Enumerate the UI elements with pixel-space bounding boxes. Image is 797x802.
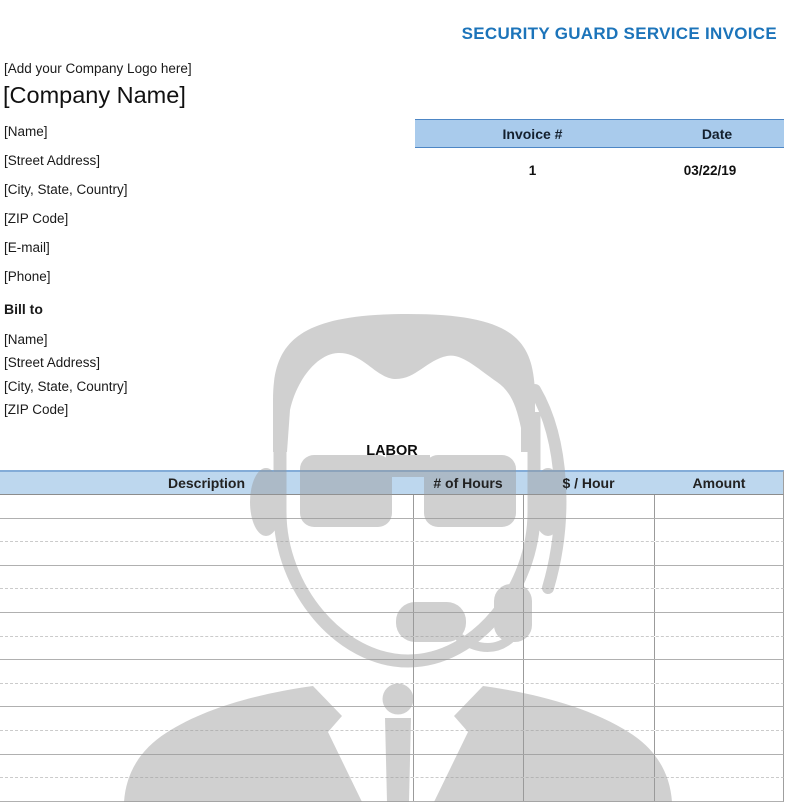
company-logo-placeholder[interactable]: [Add your Company Logo here] bbox=[4, 61, 192, 76]
labor-cell[interactable] bbox=[523, 731, 654, 754]
labor-cell[interactable] bbox=[0, 542, 413, 565]
labor-row bbox=[0, 519, 784, 543]
labor-col-hours: # of Hours bbox=[433, 475, 503, 491]
bill-to-street-line[interactable]: [Street Address] bbox=[4, 355, 101, 371]
labor-cell[interactable] bbox=[654, 495, 784, 518]
labor-row bbox=[0, 589, 784, 613]
labor-cell[interactable] bbox=[523, 613, 654, 636]
invoice-date-header: Date bbox=[701, 125, 733, 142]
labor-cell[interactable] bbox=[654, 589, 784, 612]
labor-cell[interactable] bbox=[413, 566, 523, 589]
company-address-block bbox=[4, 117, 128, 291]
labor-cell[interactable] bbox=[413, 707, 523, 730]
labor-row bbox=[0, 637, 784, 661]
invoice-meta-header-row bbox=[415, 119, 784, 148]
labor-cell[interactable] bbox=[654, 731, 784, 754]
labor-cell[interactable] bbox=[523, 660, 654, 683]
labor-section-title: LABOR bbox=[366, 443, 418, 459]
labor-cell[interactable] bbox=[0, 731, 413, 754]
page-title: SECURITY GUARD SERVICE INVOICE bbox=[461, 24, 777, 43]
labor-cell[interactable] bbox=[654, 542, 784, 565]
labor-cell[interactable] bbox=[413, 637, 523, 660]
labor-cell[interactable] bbox=[523, 707, 654, 730]
invoice-number-header: Invoice # bbox=[502, 125, 563, 142]
labor-cell[interactable] bbox=[523, 637, 654, 660]
labor-cell[interactable] bbox=[413, 495, 523, 518]
bill-to-label: Bill to bbox=[4, 301, 43, 317]
labor-row bbox=[0, 613, 784, 637]
labor-cell[interactable] bbox=[0, 778, 413, 801]
labor-cell[interactable] bbox=[654, 613, 784, 636]
labor-table bbox=[0, 470, 784, 802]
labor-cell[interactable] bbox=[0, 637, 413, 660]
company-name-line[interactable]: [Name] bbox=[4, 124, 48, 139]
labor-cell[interactable] bbox=[0, 660, 413, 683]
labor-table-body bbox=[0, 495, 784, 802]
labor-row bbox=[0, 778, 784, 802]
labor-row bbox=[0, 542, 784, 566]
labor-cell[interactable] bbox=[523, 589, 654, 612]
labor-cell[interactable] bbox=[523, 684, 654, 707]
labor-cell[interactable] bbox=[654, 684, 784, 707]
company-phone-line[interactable]: [Phone] bbox=[4, 269, 51, 284]
labor-cell[interactable] bbox=[413, 755, 523, 778]
labor-cell[interactable] bbox=[654, 637, 784, 660]
labor-cell[interactable] bbox=[0, 519, 413, 542]
bill-to-city-line[interactable]: [City, State, Country] bbox=[4, 378, 128, 394]
bill-to-zip-line[interactable]: [ZIP Code] bbox=[4, 401, 69, 417]
labor-row bbox=[0, 495, 784, 519]
labor-cell[interactable] bbox=[654, 566, 784, 589]
invoice-date-value[interactable]: 03/22/19 bbox=[683, 162, 737, 178]
labor-cell[interactable] bbox=[523, 755, 654, 778]
labor-col-rate: $ / Hour bbox=[562, 475, 615, 491]
labor-cell[interactable] bbox=[523, 566, 654, 589]
bill-to-name-line[interactable]: [Name] bbox=[4, 332, 48, 347]
labor-cell[interactable] bbox=[654, 755, 784, 778]
labor-cell[interactable] bbox=[413, 542, 523, 565]
labor-cell[interactable] bbox=[0, 613, 413, 636]
guard-hair bbox=[273, 314, 535, 452]
labor-cell[interactable] bbox=[0, 495, 413, 518]
invoice-meta-values-row bbox=[415, 155, 784, 185]
labor-cell[interactable] bbox=[413, 731, 523, 754]
labor-cell[interactable] bbox=[523, 778, 654, 801]
company-email-line[interactable]: [E-mail] bbox=[4, 240, 50, 255]
labor-row bbox=[0, 731, 784, 755]
labor-cell[interactable] bbox=[413, 613, 523, 636]
labor-cell[interactable] bbox=[413, 660, 523, 683]
labor-col-amount: Amount bbox=[692, 475, 746, 491]
labor-cell[interactable] bbox=[413, 519, 523, 542]
invoice-number-value[interactable]: 1 bbox=[528, 162, 537, 178]
labor-row bbox=[0, 660, 784, 684]
bill-to-block bbox=[4, 301, 128, 421]
labor-cell[interactable] bbox=[654, 707, 784, 730]
labor-cell[interactable] bbox=[0, 707, 413, 730]
labor-cell[interactable] bbox=[654, 660, 784, 683]
labor-cell[interactable] bbox=[523, 495, 654, 518]
invoice-meta-table bbox=[415, 119, 784, 185]
company-name-placeholder[interactable]: [Company Name] bbox=[3, 82, 186, 108]
labor-cell[interactable] bbox=[413, 684, 523, 707]
company-zip-line[interactable]: [ZIP Code] bbox=[4, 211, 69, 226]
labor-cell[interactable] bbox=[0, 566, 413, 589]
labor-row bbox=[0, 566, 784, 590]
labor-cell[interactable] bbox=[0, 684, 413, 707]
labor-table-header-row bbox=[0, 470, 784, 495]
labor-cell[interactable] bbox=[523, 542, 654, 565]
labor-cell[interactable] bbox=[523, 519, 654, 542]
company-street-line[interactable]: [Street Address] bbox=[4, 153, 101, 168]
labor-cell[interactable] bbox=[413, 778, 523, 801]
labor-row bbox=[0, 684, 784, 708]
labor-row bbox=[0, 707, 784, 731]
labor-row bbox=[0, 755, 784, 779]
labor-cell[interactable] bbox=[0, 589, 413, 612]
labor-col-description: Description bbox=[167, 475, 245, 491]
company-city-line[interactable]: [City, State, Country] bbox=[4, 182, 128, 197]
labor-cell[interactable] bbox=[654, 778, 784, 801]
labor-cell[interactable] bbox=[413, 589, 523, 612]
labor-cell[interactable] bbox=[654, 519, 784, 542]
labor-cell[interactable] bbox=[0, 755, 413, 778]
